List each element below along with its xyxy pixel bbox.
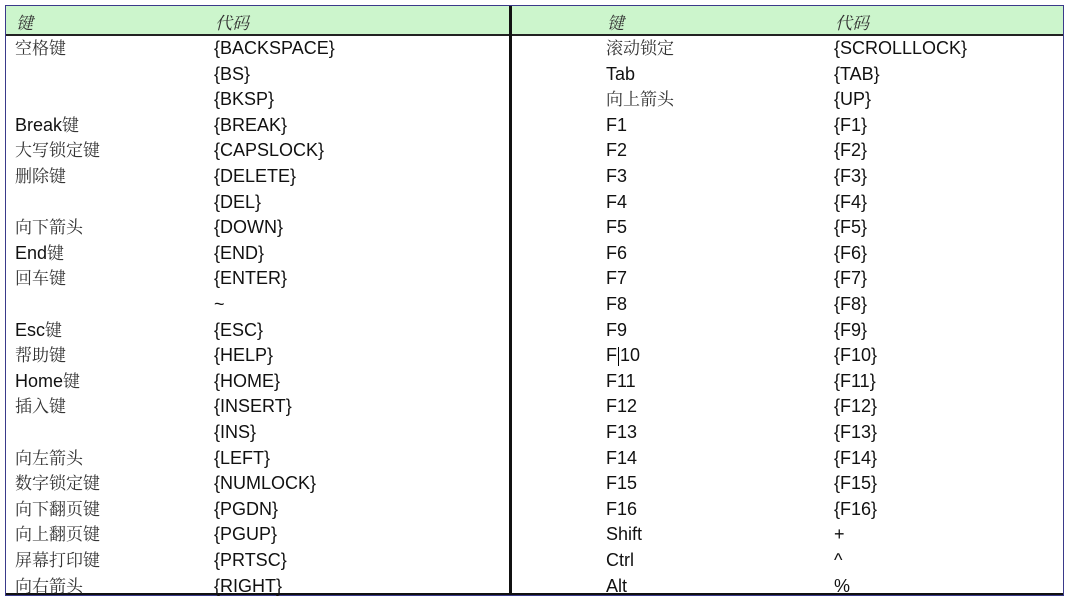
header-left-key: 键 xyxy=(16,14,33,34)
key-code: {F1} xyxy=(834,115,868,135)
key-name: F4 xyxy=(606,192,628,212)
key-code: {F11} xyxy=(834,371,876,391)
key-code: {F8} xyxy=(834,294,868,314)
key-code: {SCROLLLOCK} xyxy=(834,38,968,58)
header-left-code: 代码 xyxy=(215,14,249,34)
key-name: Alt xyxy=(606,576,628,596)
key-name: 屏幕打印键 xyxy=(15,551,100,571)
key-name: F9 xyxy=(606,320,628,340)
key-code: + xyxy=(834,524,845,544)
key-code: {PGUP} xyxy=(214,524,278,544)
key-code: {F7} xyxy=(834,268,868,288)
key-code: {BS} xyxy=(214,64,251,84)
key-code: {ENTER} xyxy=(214,268,288,288)
key-code: % xyxy=(834,576,851,596)
table-header xyxy=(6,6,1063,36)
key-code: {PGDN} xyxy=(214,499,279,519)
key-name: F3 xyxy=(606,166,628,186)
key-code: {F3} xyxy=(834,166,868,186)
key-name: 帮助键 xyxy=(15,346,66,366)
column-divider xyxy=(509,6,512,595)
key-name: F5 xyxy=(606,217,628,237)
key-code: {HOME} xyxy=(214,371,281,391)
key-code: {DEL} xyxy=(214,192,262,212)
key-code: {F5} xyxy=(834,217,868,237)
key-name: F14 xyxy=(606,448,638,468)
key-code: {F14} xyxy=(834,448,878,468)
key-code: {ESC} xyxy=(214,320,264,340)
key-code: {BREAK} xyxy=(214,115,288,135)
key-code: {F9} xyxy=(834,320,868,340)
header-right-key: 键 xyxy=(607,14,624,34)
key-code: {CAPSLOCK} xyxy=(214,140,325,160)
key-code: {INSERT} xyxy=(214,396,292,416)
table-bottom-border xyxy=(6,593,1063,595)
key-code: {F12} xyxy=(834,396,878,416)
key-name: F1 xyxy=(606,115,628,135)
key-name: Esc键 xyxy=(15,320,63,341)
key-code: {INS} xyxy=(214,422,257,442)
key-code: {TAB} xyxy=(834,64,880,84)
key-code: {DOWN} xyxy=(214,217,284,237)
key-code: {F4} xyxy=(834,192,868,212)
key-code: {PRTSC} xyxy=(214,550,287,570)
key-name: 向下箭头 xyxy=(15,218,83,238)
key-name: 空格键 xyxy=(15,39,66,59)
key-name: 滚动锁定 xyxy=(606,39,674,59)
key-code: {F10} xyxy=(834,345,878,365)
key-code: ^ xyxy=(834,550,843,570)
key-code: ~ xyxy=(214,294,225,314)
key-code: {LEFT} xyxy=(214,448,271,468)
key-name: Tab xyxy=(606,64,636,84)
key-code: {END} xyxy=(214,243,265,263)
key-name: F11 xyxy=(606,371,636,391)
key-code: {RIGHT} xyxy=(214,576,283,596)
key-code: {F13} xyxy=(834,422,878,442)
key-code: {UP} xyxy=(834,89,872,109)
key-name: F15 xyxy=(606,473,638,493)
key-code: {BACKSPACE} xyxy=(214,38,335,58)
key-name: F12 xyxy=(606,396,638,416)
key-name: End键 xyxy=(15,243,65,264)
key-code: {F15} xyxy=(834,473,878,493)
key-name: 回车键 xyxy=(15,269,66,289)
key-name: 向下翻页键 xyxy=(15,500,100,520)
key-name: F 10 xyxy=(606,345,641,365)
text-cursor xyxy=(618,347,619,366)
key-code: {F16} xyxy=(834,499,878,519)
key-name: Home键 xyxy=(15,371,81,392)
key-code: {DELETE} xyxy=(214,166,297,186)
key-name: Shift xyxy=(606,524,643,544)
key-name: 大写锁定键 xyxy=(15,141,100,161)
key-name: F8 xyxy=(606,294,628,314)
key-name: Break键 xyxy=(15,115,80,136)
key-code: {NUMLOCK} xyxy=(214,473,317,493)
key-name: 向上翻页键 xyxy=(15,525,100,545)
key-name: F7 xyxy=(606,268,628,288)
key-code: {HELP} xyxy=(214,345,274,365)
key-code-table xyxy=(5,5,1064,596)
key-name: F2 xyxy=(606,140,628,160)
key-name: 向右箭头 xyxy=(15,577,83,597)
key-name: 向左箭头 xyxy=(15,449,83,469)
key-code: {F2} xyxy=(834,140,868,160)
key-name: 数字锁定键 xyxy=(15,474,100,494)
key-code: {F6} xyxy=(834,243,868,263)
key-code: {BKSP} xyxy=(214,89,275,109)
key-name: F6 xyxy=(606,243,628,263)
key-name: Ctrl xyxy=(606,550,634,570)
key-name: F16 xyxy=(606,499,638,519)
key-name: F13 xyxy=(606,422,638,442)
key-name: 删除键 xyxy=(15,167,66,187)
key-name: 向上箭头 xyxy=(606,90,674,110)
header-right-code: 代码 xyxy=(835,14,869,34)
key-name: 插入键 xyxy=(15,397,66,417)
